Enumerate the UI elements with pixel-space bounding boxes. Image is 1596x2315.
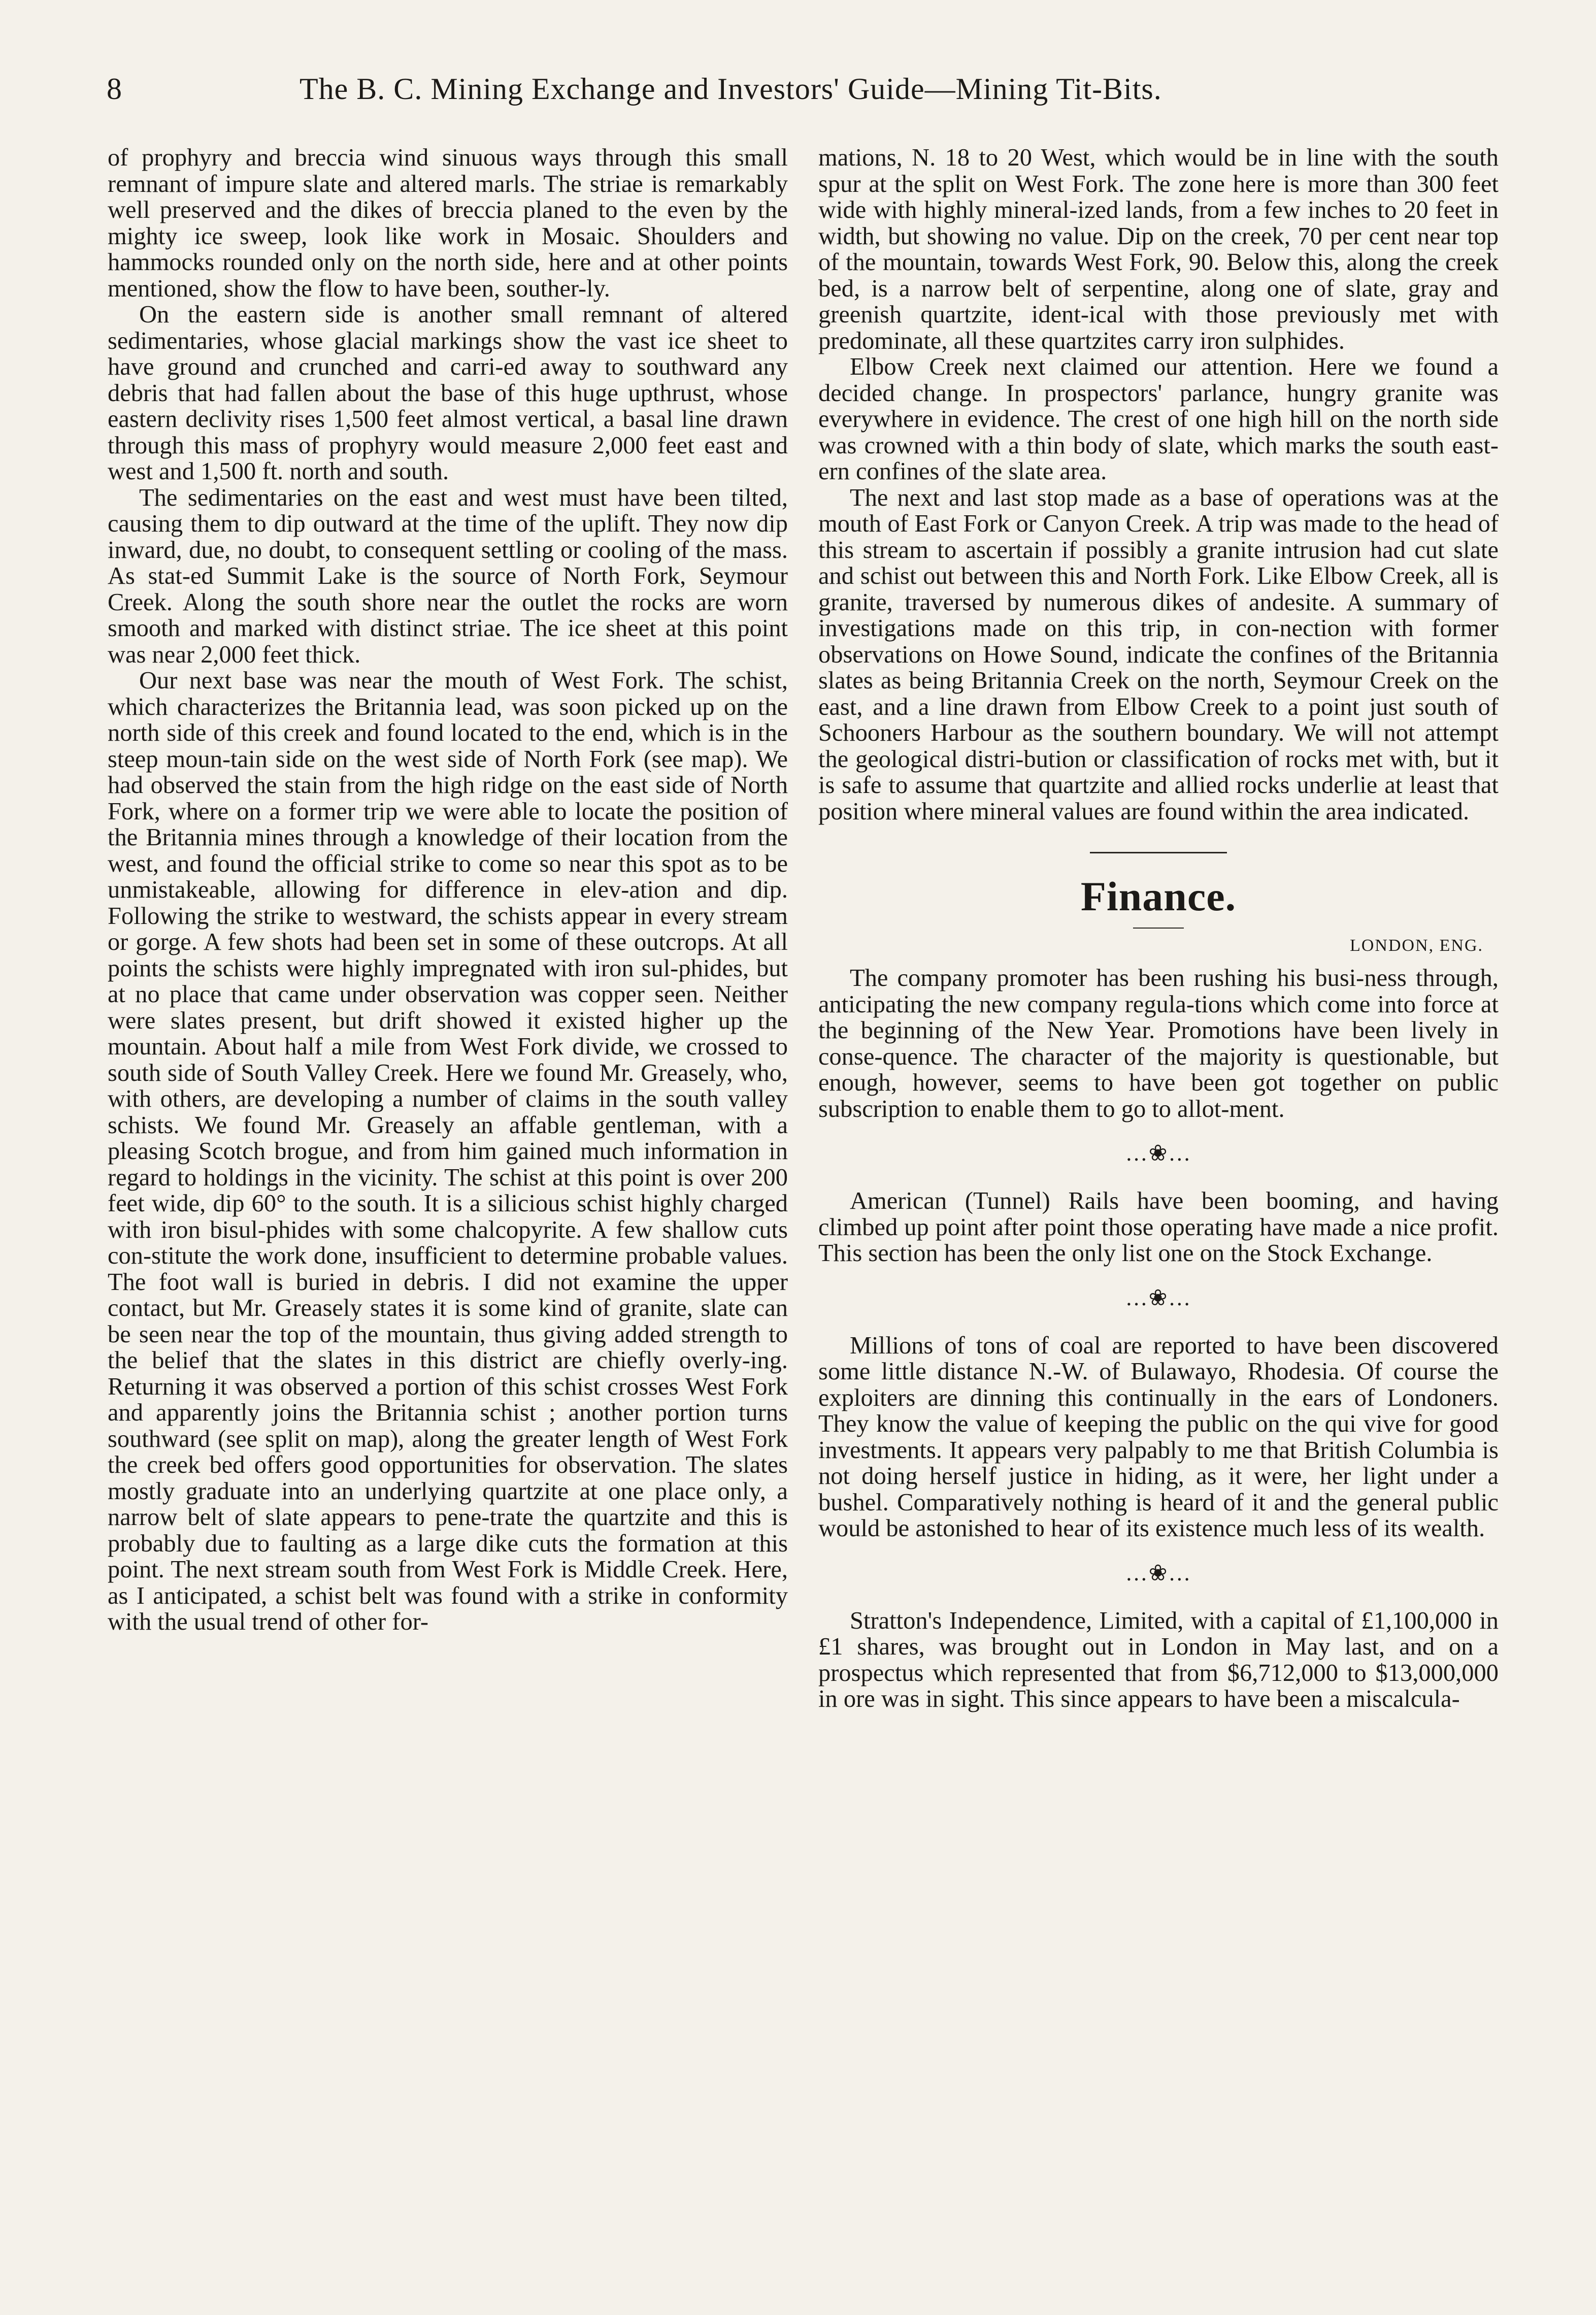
ornament-divider: …❀… bbox=[1125, 1560, 1192, 1585]
running-title: The B. C. Mining Exchange and Investors' Guide—Mining Tit-Bits. bbox=[300, 72, 1162, 106]
left-column bbox=[108, 145, 788, 1635]
right-paragraph: Elbow Creek next claimed our attention. Here we found a decided change. In prospectors' parlance, hungry granite was everywhere in evidence. The crest of one high hill on the north side was crowned with a thin body of slate, which marks the south east-ern confines of the slate area. bbox=[818, 353, 1499, 485]
left-paragraph: The sedimentaries on the east and west must have been tilted, causing them to dip outward at the time of the uplift. They now dip inward, due, no doubt, to consequent settling or cooling of the mass. As stat-ed Summit Lake is the source of North Fork, Seymour Creek. Along the south shore near the outlet the rocks are worn smooth and marked with distinct striae. The ice sheet at this point was near 2,000 feet thick. bbox=[108, 484, 788, 668]
right-column bbox=[818, 145, 1499, 1712]
title-underline bbox=[1133, 928, 1184, 929]
left-paragraph: On the eastern side is another small remnant of altered sedimentaries, whose glacial markings show the vast ice sheet to have ground and crunched and carri-ed away to southward any debris that had fallen about the base of this huge upthrust, whose eastern declivity rises 1,500 feet almost vertical, a basal line drawn through this mass of prophyry would measure 2,000 feet east and west and 1,500 ft. north and south. bbox=[108, 301, 788, 485]
page-number: 8 bbox=[107, 72, 122, 106]
finance-item: The company promoter has been rushing his busi-ness through, anticipating the new company regula-tions which come into force at the beginning of the New Year. Promotions have been lively in conse-quence. The character of the majority is questionable, but enough, however, seems to have been got together on public subscription to enable them to go to allot-ment. bbox=[818, 965, 1499, 1122]
left-paragraph: Our next base was near the mouth of West Fork. The schist, which characterizes the Britannia lead, was soon picked up on the north side of this creek and found located to the end, which is in the steep moun-tain side on the west side of North Fork (see map). We had observed the stain from the high ridge on the east side of North Fork, where on a former trip we were able to locate the position of the Britannia mines through a knowledge of their location from the west, and found the official strike to come so near this spot as to be unmistakeable, allowing for difference in elev-ation and dip. Following the strike to westward, the schists appear in every stream or gorge. A few shots had been set in some of these outcrops. At all points the schists were highly impregnated with iron sul-phides, but at no place that came under observation was copper seen. Neither were slates present, but drift showed it existed higher up the mountain. About half a mile from West Fork divide, we crossed to south side of South Valley Creek. Here we found Mr. Greasely, who, with others, are developing a number of claims in the south valley schists. We found Mr. Greasely an affable gentleman, with a pleasing Scotch brogue, and from him gained much information in regard to holdings in the vicinity. The schist at this point is over 200 feet wide, dip 60° to the south. It is a silicious schist highly charged with iron bisul-phides with some chalcopyrite. A few shallow cuts con-stitute the work done, insufficient to determine probable values. The foot wall is buried in debris. I did not examine the upper contact, but Mr. Greasely states it is some kind of granite, slate can be seen near the top of the mountain, thus giving added strength to the belief that the slates in this district are chiefly overly-ing. Returning it was observed a portion of this schist crosses West Fork and apparently joins the Britannia schist ; another portion turns southward (see split on map), along the greater length of West Fork the creek bed offers good opportunities for observation. The slates mostly graduate into an underlying quartzite at one place only, a narrow belt of slate appears to pene-trate the quartzite and this is probably due to faulting as a large dike cuts the formation at this point. The next stream south from West Fork is Middle Creek. Here, as I anticipated, a schist belt was found with a strike in conformity with the usual trend of other for- bbox=[108, 667, 788, 1635]
right-paragraph: The next and last stop made as a base of operations was at the mouth of East Fork or Canyon Creek. A trip was made to the head of this stream to ascertain if possibly a granite intrusion had cut slate and schist out between this and North Fork. Like Elbow Creek, all is granite, traversed by numerous dikes of andesite. A summary of investigations made on this trip, in con-nection with former observations on Howe Sound, indicate the confines of the Britannia slates as being Britannia Creek on the north, Seymour Creek on the east, and a line drawn from Elbow Creek to a point just south of Schooners Harbour as the southern boundary. We will not attempt the geological distri-bution or classification of rocks met with, but it is safe to assume that quartzite and allied rocks underlie at least that position where mineral values are found within the area indicated. bbox=[818, 484, 1499, 825]
finance-item: American (Tunnel) Rails have been booming, and having climbed up point after point those operating have made a nice profit. This section has been the only list one on the Stock Exchange. bbox=[818, 1187, 1499, 1267]
finance-item: Stratton's Independence, Limited, with a capital of £1,100,000 in £1 shares, was brought out in London in May last, and on a prospectus which represented that from $6,712,000 to $13,000,000 in ore was in sight. This since appears to have been a miscalcula- bbox=[818, 1607, 1499, 1712]
dateline: LONDON, ENG. bbox=[1350, 936, 1483, 955]
finance-section-title: Finance. bbox=[1080, 873, 1237, 919]
left-paragraph: of prophyry and breccia wind sinuous ways through this small remnant of impure slate and altered marls. The striae is remarkably well preserved and the dikes of breccia planed to the even by the mighty ice sweep, look like work in Mosaic. Shoulders and hammocks rounded only on the north side, here and at other points mentioned, show the flow to have been, souther-ly. bbox=[108, 144, 788, 302]
ornament-divider: …❀… bbox=[1125, 1141, 1192, 1166]
ornament-divider: …❀… bbox=[1125, 1285, 1192, 1310]
right-paragraph: mations, N. 18 to 20 West, which would be in line with the south spur at the split on West Fork. The zone here is more than 300 feet wide with highly mineral-ized lands, from a few inches to 20 feet in width, but showing no value. Dip on the creek, 70 per cent near top of the mountain, towards West Fork, 90. Below this, along the creek bed, is a narrow belt of serpentine, along one of slate, gray and greenish quartzite, ident-ical with those previously met with predominate, all these quartzites carry iron sulphides. bbox=[818, 144, 1499, 354]
page-header bbox=[107, 74, 1498, 124]
section-divider bbox=[1090, 852, 1227, 853]
finance-item: Millions of tons of coal are reported to have been discovered some little distance N.-W. of Bulawayo, Rhodesia. Of course the exploiters are dinning this continually in the ears of Londoners. They know the value of keeping the public on the qui vive for good investments. It appears very palpably to me that British Columbia is not doing herself justice in hiding, as it were, her light under a bushel. Comparatively nothing is heard of it and the general public would be astonished to hear of its existence much less of its wealth. bbox=[818, 1332, 1499, 1542]
